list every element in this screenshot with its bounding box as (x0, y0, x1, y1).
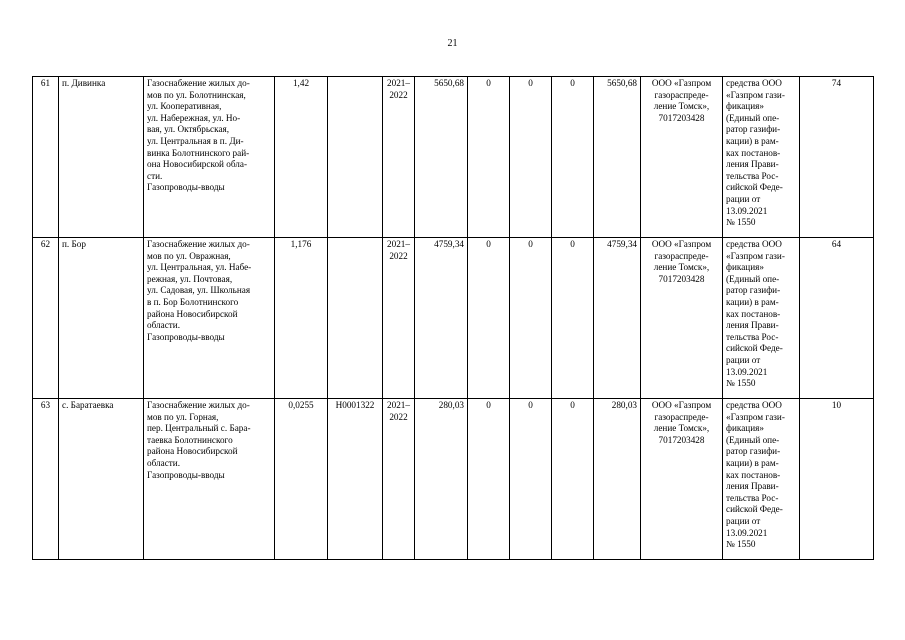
funding-source-cell: средства ООО «Газпром гази- фикация» (Единый опе- ратор газифи- кации) в рам- ках постанов- ления Прави- тельства Рос- сийской Феде- рации от 13.09.2021 № 1550 (723, 238, 800, 399)
organization-cell: ООО «Газпром газораспреде- ление Томск», 7017203428 (641, 77, 723, 238)
row-number: 63 (33, 399, 59, 560)
funded-cost-cell: 280,03 (594, 399, 641, 560)
funded-cost-cell: 5650,68 (594, 77, 641, 238)
funded-cost-cell: 4759,34 (594, 238, 641, 399)
value-cell: 0 (468, 399, 510, 560)
value-cell: 0 (510, 77, 552, 238)
count-cell: 10 (800, 399, 874, 560)
code-cell (328, 238, 383, 399)
period-cell: 2021– 2022 (383, 77, 415, 238)
object-description-cell: Газоснабжение жилых до- мов по ул. Овражная, ул. Центральная, ул. Набе- режная, ул. Почтовая, ул. Садовая, ул. Школьная в п. Бор Болотнинского района Новосибирской области. Газопроводы-вводы (144, 238, 275, 399)
table-row (33, 77, 874, 238)
funding-source-cell: средства ООО «Газпром гази- фикация» (Единый опе- ратор газифи- кации) в рам- ках постанов- ления Прави- тельства Рос- сийской Феде- рации от 13.09.2021 № 1550 (723, 399, 800, 560)
gasification-table (32, 76, 874, 560)
value-cell: 0 (552, 399, 594, 560)
value-cell: 0 (510, 399, 552, 560)
total-cost-cell: 4759,34 (415, 238, 468, 399)
row-number: 62 (33, 238, 59, 399)
total-cost-cell: 280,03 (415, 399, 468, 560)
table-row (33, 238, 874, 399)
value-cell: 0 (468, 238, 510, 399)
locality-cell: с. Баратаевка (59, 399, 144, 560)
count-cell: 64 (800, 238, 874, 399)
organization-cell: ООО «Газпром газораспреде- ление Томск», 7017203428 (641, 238, 723, 399)
code-cell: Н0001322 (328, 399, 383, 560)
length-cell: 1,176 (275, 238, 328, 399)
table-row (33, 399, 874, 560)
locality-cell: п. Бор (59, 238, 144, 399)
row-number: 61 (33, 77, 59, 238)
value-cell: 0 (552, 238, 594, 399)
period-cell: 2021– 2022 (383, 238, 415, 399)
length-cell: 1,42 (275, 77, 328, 238)
code-cell (328, 77, 383, 238)
value-cell: 0 (552, 77, 594, 238)
value-cell: 0 (510, 238, 552, 399)
organization-cell: ООО «Газпром газораспреде- ление Томск», 7017203428 (641, 399, 723, 560)
value-cell: 0 (468, 77, 510, 238)
page-number: 21 (447, 38, 458, 49)
object-description-cell: Газоснабжение жилых до- мов по ул. Болотнинская, ул. Кооперативная, ул. Набережная, ул. Но- вая, ул. Октябрьская, ул. Центральная в п. Ди- винка Болотнинского рай- она Новосибирской обла- сти. Газопроводы-вводы (144, 77, 275, 238)
object-description-cell: Газоснабжение жилых до- мов по ул. Горная, пер. Центральный с. Бара- таевка Болотнинского района Новосибирской области. Газопроводы-вводы (144, 399, 275, 560)
count-cell: 74 (800, 77, 874, 238)
funding-source-cell: средства ООО «Газпром гази- фикация» (Единый опе- ратор газифи- кации) в рам- ках постанов- ления Прави- тельства Рос- сийской Феде- рации от 13.09.2021 № 1550 (723, 77, 800, 238)
locality-cell: п. Дивинка (59, 77, 144, 238)
length-cell: 0,0255 (275, 399, 328, 560)
period-cell: 2021– 2022 (383, 399, 415, 560)
total-cost-cell: 5650,68 (415, 77, 468, 238)
